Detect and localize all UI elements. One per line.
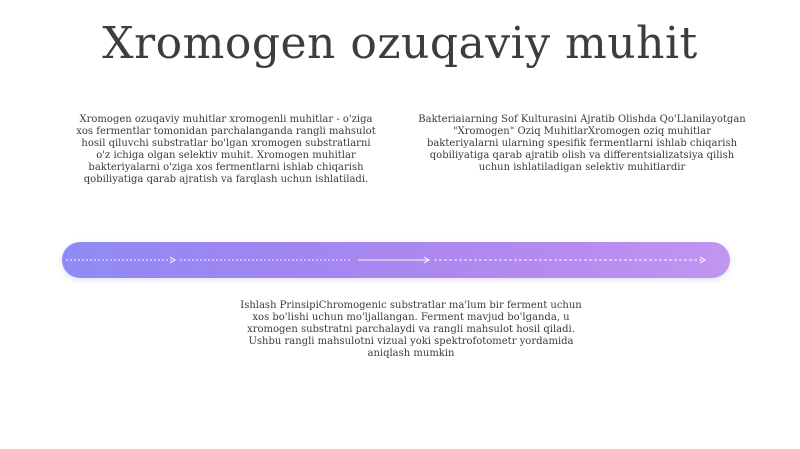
definition-text-block: Xromogen ozuqaviy muhitlar xromogenli muhitlar - o'ziga xos fermentlar tomonidan parchalanganda rangli mahsulot hosil qiluvchi substratlar bo'lgan xromogen substratlarni o'z ichiga olgan selektiv muhit. Xromogen muhitlar bakteriyalarni o'ziga xos fermentlarni ishlab chiqarish qobiliyatiga qarab ajratish va farqlash uchun ishlatiladi. [76, 114, 376, 185]
pure-culture-text-block: Bakteriaiarning Sof Kulturasini Ajratib Olishda Qo'Llanilayotgan "Xromogen" Oziq MuhitlarXromogen oziq muhitlar bakteriyalarni ularning spesifik fermentlarni ishlab chiqarish qobiliyatiga qarab ajratib olish va differentsializatsiya qilish uchun ishlatiladigan selektiv muhitlardir [418, 114, 746, 173]
timeline-bar [62, 242, 730, 278]
timeline-arrow-segment-3 [358, 257, 429, 263]
slide-title: Xromogen ozuqaviy muhit [102, 18, 698, 69]
working-principle-text-block: Ishlash PrinsipiChromogenic substratlar ma'lum bir ferment uchun xos bo'lishi uchun mo'ljallangan. Ferment mavjud bo'lganda, u xromogen substratni parchalaydi va rangli mahsulot hosil qiladi. Ushbu rangli mahsulotni vizual yoki spektrofotometr yordamida aniqlash mumkin [240, 300, 582, 359]
timeline-arrows [62, 242, 730, 278]
timeline-arrow-segment-4 [434, 257, 705, 263]
timeline-arrow-segment-1 [66, 257, 175, 263]
